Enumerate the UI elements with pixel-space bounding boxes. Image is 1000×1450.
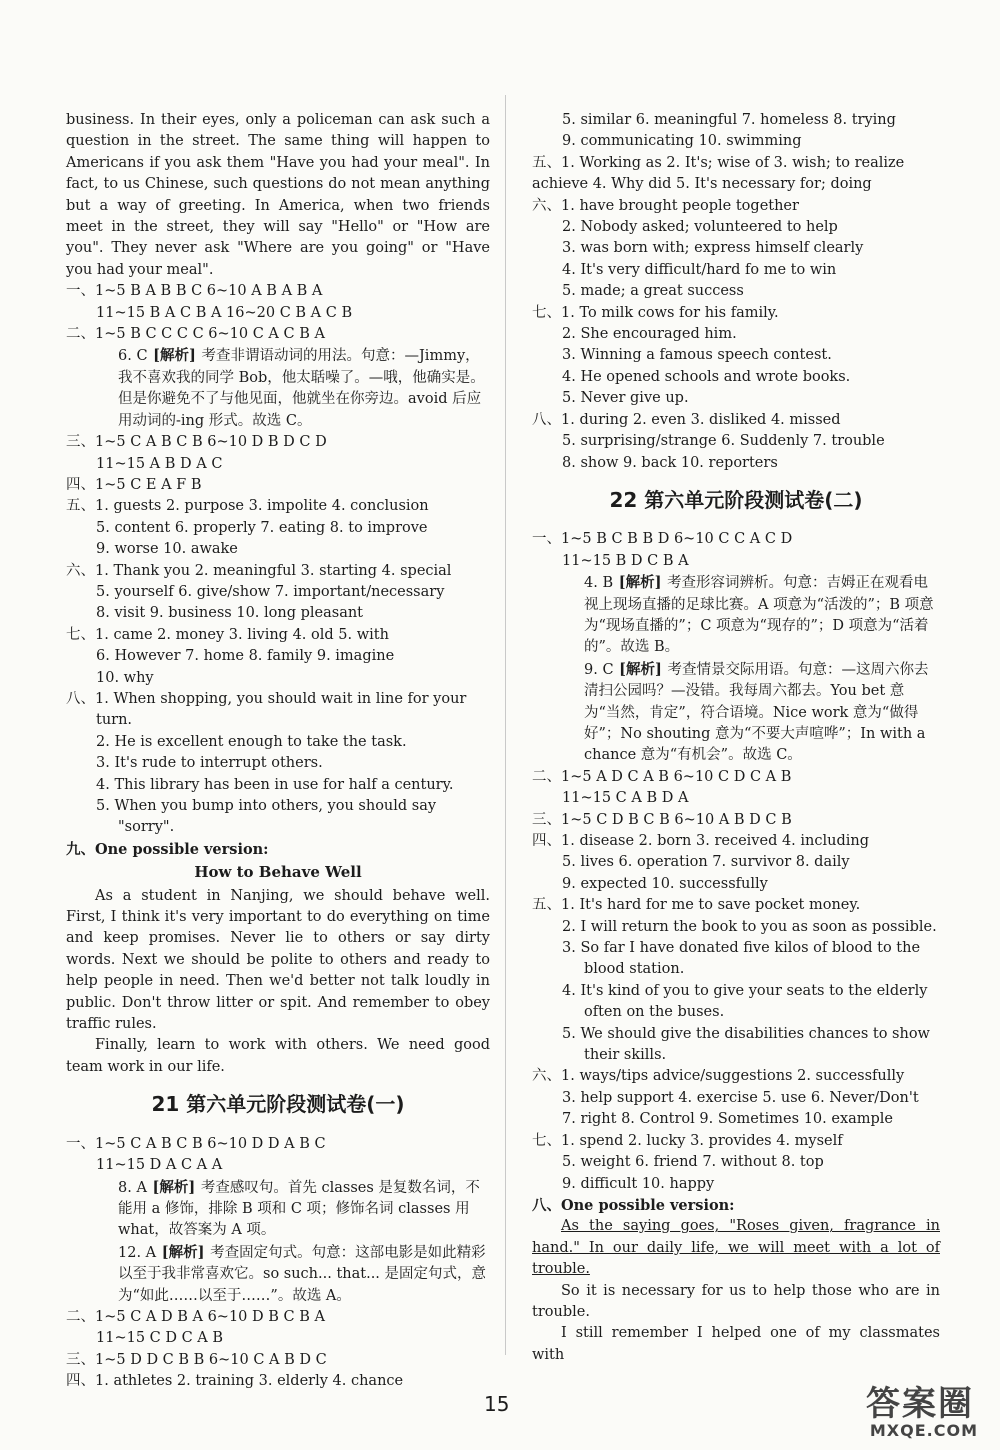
answer-line: 一、1~5 B A B B C 6~10 A B A B A	[66, 283, 323, 300]
answer-line: 11~15 C D C A B	[96, 1330, 224, 1347]
sentence-answer: 3. It's rude to interrupt others.	[96, 755, 323, 772]
analysis-note	[66, 1177, 490, 1242]
answer-line: 9. worse 10. awake	[96, 541, 238, 558]
answer-line: 六、1. have brought people together	[532, 197, 799, 214]
answer-line: 六、1. ways/tips advice/suggestions 2. successfully	[532, 1068, 905, 1085]
answer-line: 3. was born with; express himself clearly	[562, 240, 864, 257]
sentence-answer: 5. We should give the disabilities chances to show their skills.	[562, 1025, 930, 1064]
note-text: 考查固定句式。句意：这部电影是如此精彩以至于我非常喜欢它。so such... that... 是固定句式，意为“如此……以至于……”。故选 A。	[118, 1244, 487, 1304]
note-answer: 6. C	[118, 348, 148, 365]
essay-paragraph: I still remember I helped one of my classmates with	[532, 1325, 940, 1363]
answer-line: 一、1~5 C A B C B 6~10 D D A B C	[66, 1135, 326, 1152]
answer-line: 二、1~5 B C C C C 6~10 C A C B A	[66, 326, 325, 343]
answer-line: 4. It's very difficult/hard fo me to win	[562, 261, 837, 278]
answer-line: 七、1. came 2. money 3. living 4. old 5. with	[66, 626, 389, 643]
sentence-answer: 3. So far I have donated five kilos of blood to the blood station.	[562, 940, 921, 978]
answer-line: 一、1~5 B C B B D 6~10 C C A C D	[532, 531, 793, 548]
note-answer: 12. A	[118, 1244, 157, 1261]
essay-paragraph: As a student in Nanjing, we should behave well. First, I think it's very important to do everything on time and keep promises. Never lie to others or say dirty words. Next we should be polite to others and ready to help people in need. Then we'd better not talk loudly in public. Don't throw litter or spit. And remember to obey traffic rules.	[66, 887, 490, 1033]
column-divider	[505, 95, 506, 1355]
analysis-note	[532, 659, 940, 767]
analysis-note	[66, 1242, 490, 1307]
essay-title: How to Behave Well	[194, 863, 362, 882]
essay-paragraph: Finally, learn to work with others. We need good team work in our life.	[66, 1037, 490, 1075]
answer-line: 六、1. Thank you 2. meaningful 3. starting 4. special	[66, 562, 452, 579]
answer-line: 七、1. spend 2. lucky 3. provides 4. myself	[532, 1132, 843, 1149]
answer-line: 八、1. during 2. even 3. disliked 4. missed	[532, 411, 841, 428]
answer-line: 四、1. athletes 2. training 3. elderly 4. chance	[66, 1373, 404, 1390]
analysis-tag: [解析]	[153, 347, 196, 365]
answer-line: 8. show 9. back 10. reporters	[562, 454, 778, 471]
answer-line: 二、1~5 A D C A B 6~10 C D C A B	[532, 768, 792, 785]
answer-line: 5. surprising/strange 6. Suddenly 7. trouble	[562, 433, 885, 450]
answer-line: 七、1. To milk cows for his family.	[532, 304, 779, 321]
answer-line: 2. She encouraged him.	[562, 326, 737, 343]
answer-line: 5. weight 6. friend 7. without 8. top	[562, 1154, 824, 1171]
answer-line: achieve 4. Why did 5. It's necessary for; doing	[532, 176, 872, 193]
watermark-logo	[832, 1372, 982, 1442]
answer-line: 5. yourself 6. give/show 7. important/necessary	[96, 583, 445, 600]
sentence-answer: 4. It's kind of you to give your seats to the elderly often on the buses.	[562, 982, 928, 1021]
answer-line: 4. He opened schools and wrote books.	[562, 368, 851, 385]
analysis-note	[532, 572, 940, 659]
answer-line: 5. similar 6. meaningful 7. homeless 8. trying	[562, 112, 896, 128]
analysis-tag: [解析]	[618, 574, 662, 592]
note-text: 考查形容词辨析。句意：吉姆正在观看电视上现场直播的足球比赛。A 项意为“活泼的”；B 项意为“现场直播的”；C 项意为“现存的”；D 项意为“活着的”。故选 B。	[584, 575, 934, 656]
note-text: 考查非谓语动词的用法。句意：—Jimmy，我不喜欢我的同学 Bob，他太聒噪了。—哦，他确实是。但是你避免不了与他见面，他就坐在你旁边。avoid 后应用动词的-ing 形式。故选 C。	[118, 348, 485, 429]
answer-line: 7. right 8. Control 9. Sometimes 10. example	[562, 1111, 894, 1128]
answer-line: 5. lives 6. operation 7. survivor 8. daily	[562, 854, 850, 871]
answer-line: 6. However 7. home 8. family 9. imagine	[96, 648, 395, 665]
answer-line: 10. why	[96, 669, 154, 686]
sentence-answer: 4. This library has been in use for half a century.	[96, 776, 454, 793]
answer-line: 11~15 B A C B A 16~20 C B A C B	[96, 304, 353, 321]
answer-line: 三、1~5 C A B C B 6~10 D B D C D	[66, 434, 327, 451]
watermark-text: 答案圈	[866, 1384, 974, 1424]
answer-line: 二、1~5 C A D B A 6~10 D B C B A	[66, 1308, 325, 1325]
essay-tail: business. In their eyes, only a policeman can ask such a question in the street. The same thing will happen to Americans if you ask them "Have you had your meal". In fact, to us Chinese, such questions do not mean anything but a way of greeting. In America, when two friends meet in the street, they will say "Hello" or "How are you". They never ask "Where are you going" or "Have you had your meal".	[66, 112, 490, 278]
answer-line: 五、1. Working as 2. It's; wise of 3. wish; to realize	[532, 154, 905, 171]
note-answer: 4. B	[584, 575, 614, 592]
answer-line: 五、1. guests 2. purpose 3. impolite 4. conclusion	[66, 498, 429, 515]
writing-label: 九、One possible version:	[66, 840, 269, 858]
note-text: 考查感叹句。首先 classes 是复数名词，不能用 a 修饰，排除 B 项和 C 项；修饰名词 classes 用 what，故答案为 A 项。	[118, 1179, 480, 1239]
answer-line: 3. Winning a famous speech contest.	[562, 347, 832, 364]
answer-line: 9. difficult 10. happy	[562, 1175, 715, 1192]
sentence-answer: 五、1. It's hard for me to save pocket money.	[532, 897, 861, 914]
right-column	[532, 110, 940, 1366]
answer-line: 9. communicating 10. swimming	[562, 133, 802, 150]
note-answer: 9. C	[584, 661, 614, 678]
answer-line: 2. Nobody asked; volunteered to help	[562, 219, 838, 236]
analysis-tag: [解析]	[152, 1178, 196, 1196]
note-text: 考查情景交际用语。句意：—这周六你去清扫公园吗？—没错。我每周六都去。You bet 意为“当然，肯定”，符合语境。Nice work 意为“做得好”；No shouting 意为“不要大声喧哗”；In with a chance 意为“有机会”。故选 C。	[584, 661, 929, 764]
answer-line: 5. made; a great success	[562, 283, 744, 300]
analysis-tag: [解析]	[619, 660, 662, 678]
left-column	[66, 110, 490, 1393]
answer-line: 四、1~5 C E A F B	[66, 476, 202, 493]
note-answer: 8. A	[118, 1179, 147, 1196]
answer-line: 11~15 C A B D A	[562, 790, 689, 807]
page-number: 15	[484, 1392, 510, 1416]
answer-line: 三、1~5 C D B C B 6~10 A B D C B	[532, 811, 792, 828]
answer-line: 四、1. disease 2. born 3. received 4. including	[532, 833, 870, 849]
sentence-answer: 2. I will return the book to you as soon as possible.	[562, 918, 937, 935]
writing-label: 八、One possible version:	[532, 1196, 735, 1214]
answer-line: 5. Never give up.	[562, 390, 689, 407]
answer-line: 11~15 B D C B A	[562, 552, 689, 569]
watermark-domain: MXQE.COM	[869, 1421, 978, 1440]
sentence-answer: 5. When you bump into others, you should say "sorry".	[96, 798, 437, 836]
answer-line: 5. content 6. properly 7. eating 8. to improve	[96, 519, 428, 536]
sentence-answer: 八、1. When shopping, you should wait in line for your turn.	[66, 690, 467, 729]
answer-line: 11~15 A B D A C	[96, 455, 223, 472]
essay-paragraph-underlined: As the saying goes, "Roses given, fragrance in hand." In our daily life, we will meet with a lot of trouble.	[532, 1218, 940, 1278]
essay-paragraph: So it is necessary for us to help those who are in trouble.	[532, 1282, 940, 1320]
section-title-21: 21 第六单元阶段测试卷(一)	[151, 1092, 405, 1117]
sentence-answer: 2. He is excellent enough to take the task.	[96, 733, 407, 750]
analysis-note	[66, 345, 490, 432]
answer-line: 11~15 D A C A A	[96, 1157, 223, 1174]
answer-line: 3. help support 4. exercise 5. use 6. Never/Don't	[562, 1089, 919, 1106]
analysis-tag: [解析]	[161, 1243, 205, 1261]
answer-line: 8. visit 9. business 10. long pleasant	[96, 605, 364, 622]
answer-line: 三、1~5 D D C B B 6~10 C A B D C	[66, 1351, 327, 1368]
answer-line: 9. expected 10. successfully	[562, 875, 768, 892]
section-title-22: 22 第六单元阶段测试卷(二)	[609, 487, 863, 512]
